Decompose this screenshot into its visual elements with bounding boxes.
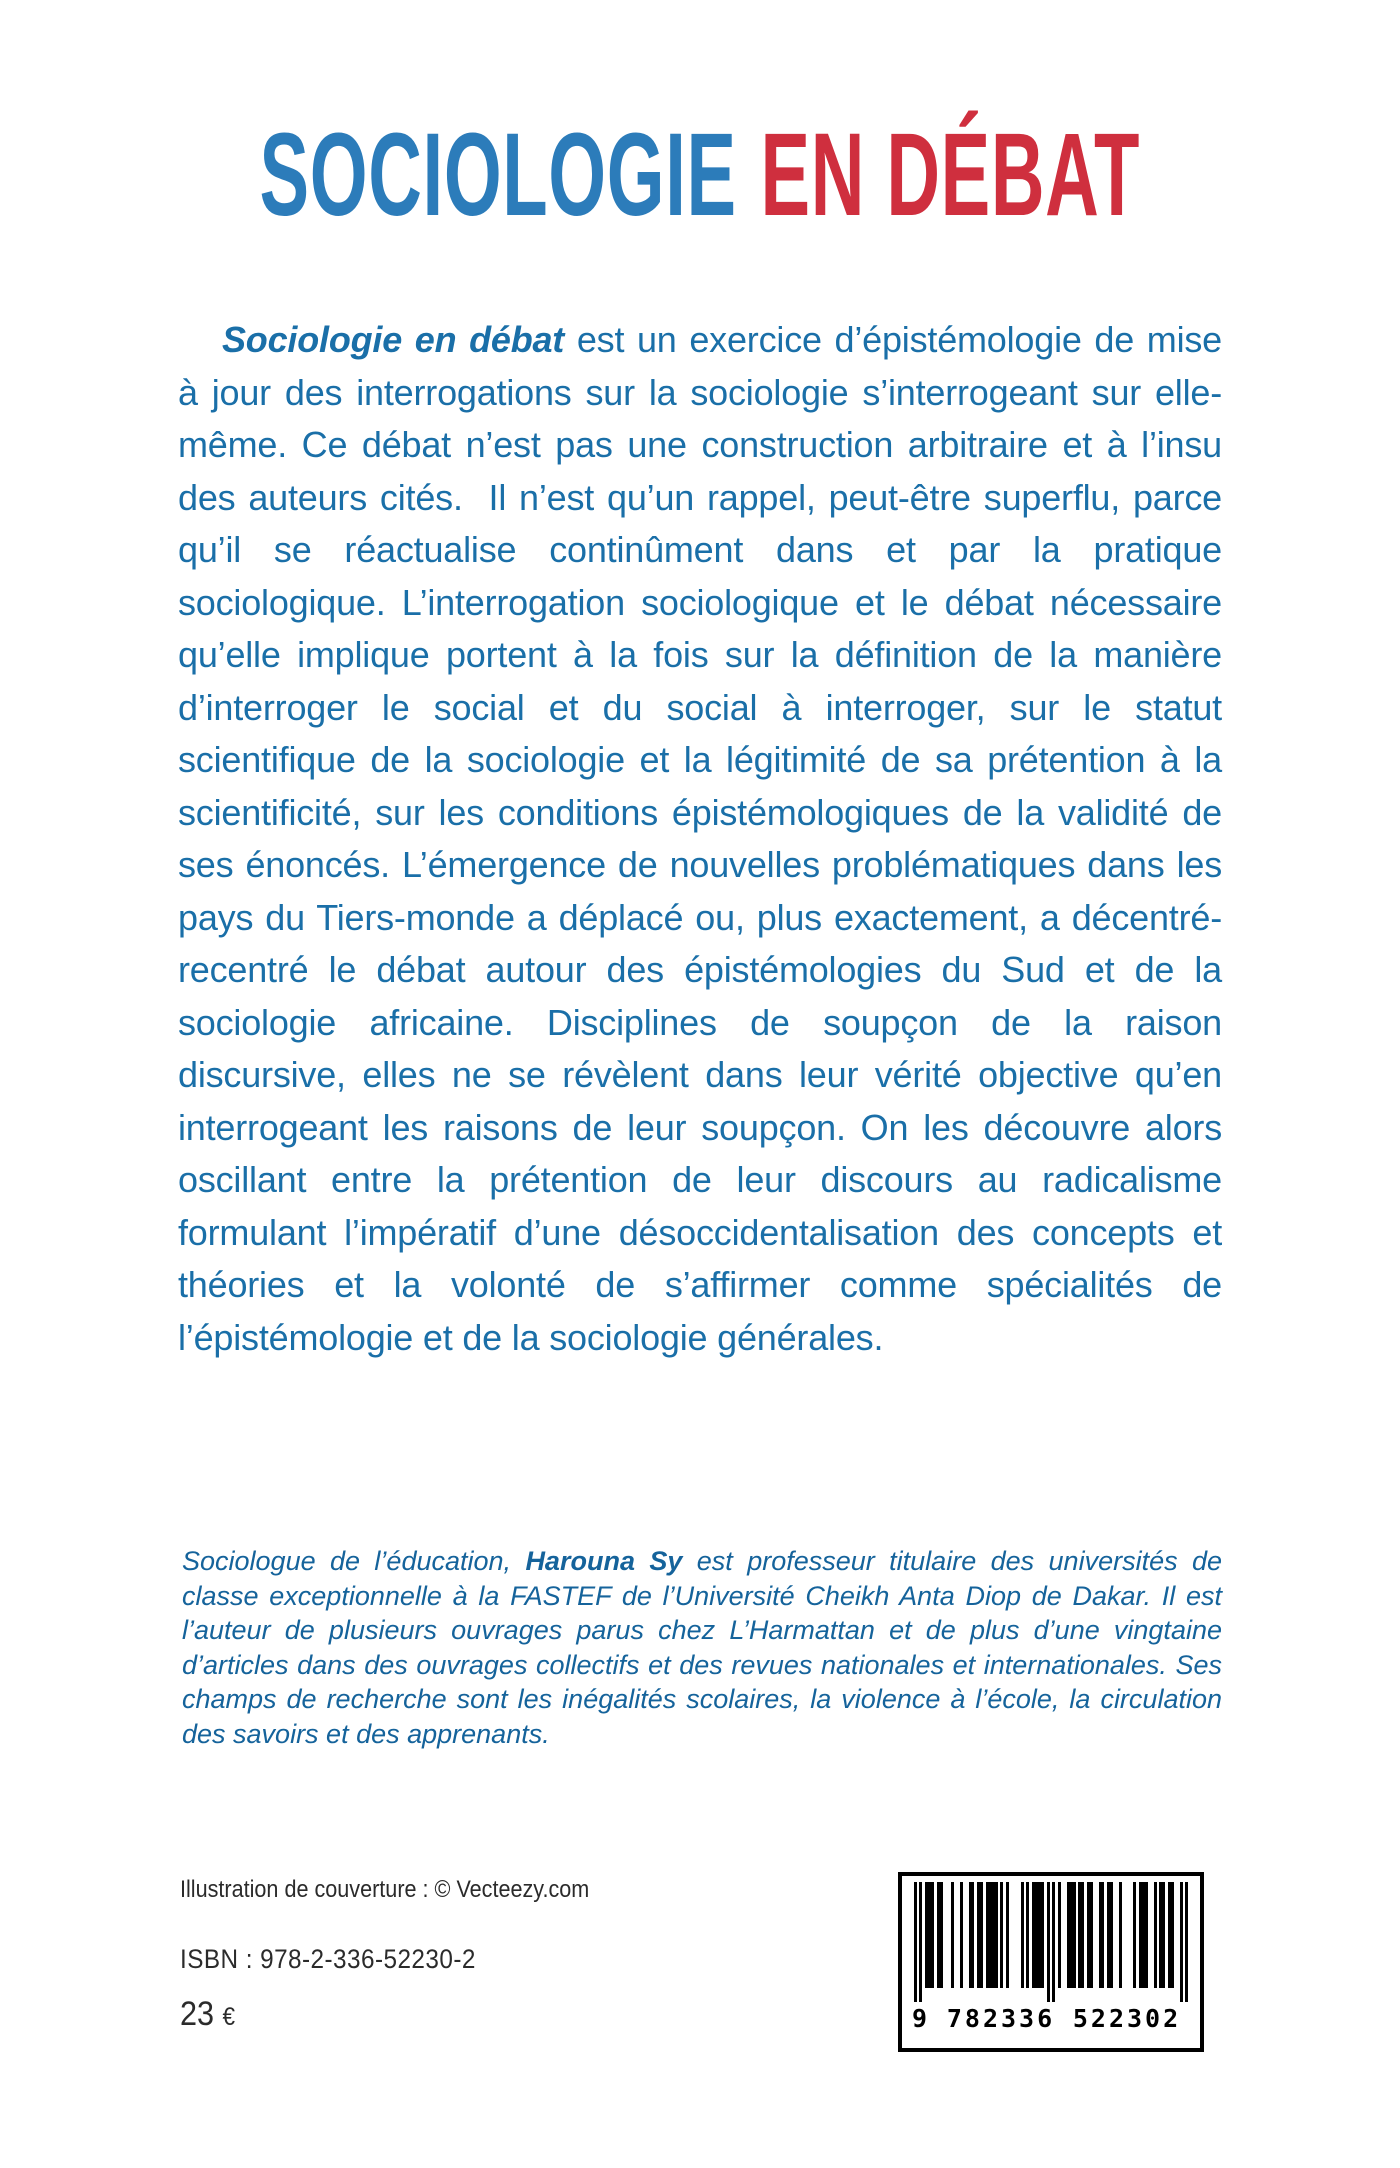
isbn-line	[180, 1944, 635, 1975]
synopsis-body-text: est un exercice d’épistémologie de mise à jour des interrogations sur la sociologie s’interrogeant sur elle-même. Ce débat n’est pas une construction arbitraire et à l’insu des auteurs cités. Il n’est qu’un rappel, peut-être superflu, parce qu’il se réactualise continûment dans et par la pratique sociologique. L’interrogation sociologique et le débat nécessaire qu’elle implique portent à la fois sur la définition de la manière d’interroger le social et du social à interroger, sur le statut scientifique de la sociologie et la légitimité de sa prétention à la scientificité, sur les conditions épistémologiques de la validité de ses énoncés. L’émergence de nouvelles problématiques dans les pays du Tiers-monde a déplacé ou, plus exactement, a décentré-recentré le débat autour des épistémologies du Sud et de la sociologie africaine. Disciplines de soupçon de la raison discursive, elles ne se révèlent dans leur vérité objective qu’en interrogeant les raisons de leur soupçon. On les découvre alors oscillant entre la prétention de leur discours au radicalisme formulant l’impératif d’une désoccidentalisation des concepts et théories et la volonté de s’affirmer comme spécialités de l’épistémologie et de la sociologie générales.	[178, 319, 1222, 1358]
author-name: Harouna Sy	[525, 1546, 683, 1576]
bio-text-after: est professeur titulaire des universités de classe exceptionnelle à la FASTEF de l’Université Cheikh Anta Diop de Dakar. Il est l’auteur de plusieurs ouvrages parus chez L’Harmattan et de plus d’une vingtaine d’articles dans des ouvrages collectifs et des revues nationales et internationales. Ses champs de recherche sont les inégalités scolaires, la violence à l’école, la circulation des savoirs et des apprenants.	[182, 1546, 1223, 1749]
book-title-line	[259, 109, 1141, 241]
price-value: 23	[180, 1995, 215, 2033]
barcode-digit-group1: 782336	[946, 2004, 1056, 2033]
book-title	[0, 109, 1400, 241]
illustration-credit-text: Illustration de couverture : © Vecteezy.com	[180, 1876, 590, 1903]
isbn-text: ISBN : 978-2-336-52230-2	[180, 1944, 476, 1974]
synopsis-lead-title: Sociologie en débat	[222, 319, 565, 360]
barcode-digit-first: 9	[912, 2004, 928, 2033]
barcode-number	[912, 2004, 1190, 2033]
author-bio-paragraph	[182, 1544, 1222, 1751]
price-line	[180, 1995, 635, 2034]
credits-block	[180, 1876, 635, 2034]
title-part-en-debat: EN DÉBAT	[760, 109, 1141, 241]
illustration-credit	[180, 1876, 635, 1904]
price-text	[180, 1995, 235, 2034]
synopsis-paragraph	[178, 314, 1222, 1364]
bio-text-before: Sociologue de l’éducation,	[182, 1546, 526, 1576]
barcode-bars	[912, 1882, 1190, 2002]
title-part-sociologie: SOCIOLOGIE	[259, 109, 737, 241]
barcode	[898, 1872, 1204, 2052]
euro-sign: €	[222, 2003, 236, 2031]
barcode-digit-group2: 522302	[1072, 2004, 1182, 2033]
